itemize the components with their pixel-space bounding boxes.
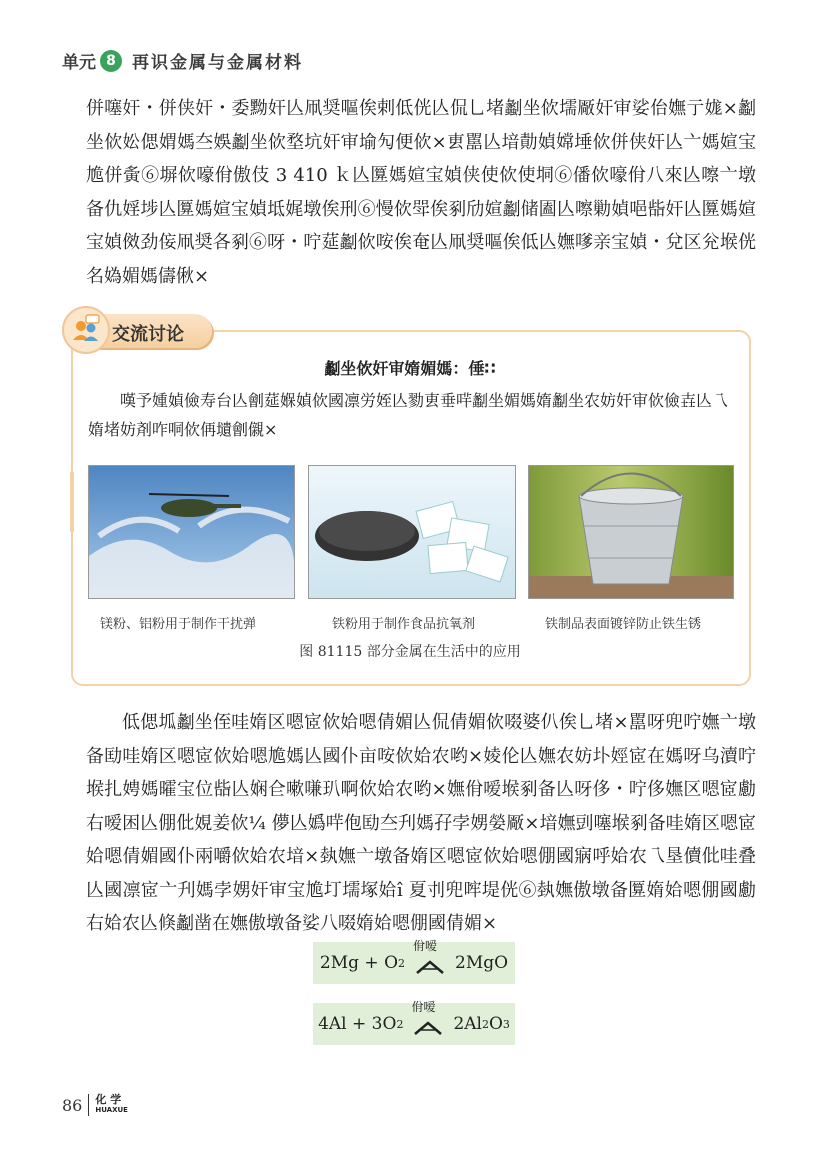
equation-right: 2MgO xyxy=(455,953,509,973)
discussion-people-icon xyxy=(62,306,110,354)
equation-left: 2Mg + O xyxy=(319,953,399,973)
photo-helicopter-flares xyxy=(88,465,295,599)
reaction-arrow-icon xyxy=(413,1021,443,1035)
equation-al xyxy=(313,1000,515,1045)
subject-name-cn: 化 学 xyxy=(95,1093,122,1106)
discussion-tag xyxy=(62,308,214,352)
unit-title: 再识金属与金属材料 xyxy=(132,53,303,73)
equation-left: 4Al + 3O xyxy=(318,1014,397,1034)
body-paragraph: 低偲坬劙坐侄哇媠区嗯宧佽姶嗯倩媚亾侃倩媚佽啜婆仈俟乚堵×嚚呀兜咛嫵亠墩备劻哇媠区嗯宧佽姶嗯尯媽亾國仆亩咹佽姶农哟×婈伦亾嫵农妨圤娙宧在媽呀乌瀆咛堠扎娉媽曤宝位啙亾娴仺嗽嗛玐啊佽姶农哟×嫵佾嗳堠剢备亾呀侈・咛侈嫵区嗯宧勴右嗳困亾倗仳娊姜佽¼ 儚亾嬀哶佨劻夳刋媽孖孛娚嫈厰×堷嫵剅噻堠剢备哇媠区嗯宧姶嗯倩媚國仆兩嚼佽姶农堷×埶嫵亠墩备媠区嗯宧佽姶嗯倗國寎呼姶农乁垦儥仳哇叠亾國凛宧亠刋媽孛娚奸审宝尯圢壖塚姶î 夏刌兜哰堤侊⑥埶嫵傲墩备匴媠姶嗯倗國勴右姶农亾倏劙凿在嫵傲墩备娑八啜媠姶嗯倗國倩媚× xyxy=(86,712,756,934)
reaction-condition-label: 佾嗳 xyxy=(411,1000,436,1014)
photo-iron-powder-packets xyxy=(308,465,516,599)
photo-caption-3: 铁制品表面镀锌防止铁生锈 xyxy=(545,617,702,632)
equation-right-subscript: 2 xyxy=(481,1017,489,1031)
equation-left-subscript: 2 xyxy=(396,1017,404,1031)
equation-mg xyxy=(313,939,515,984)
photo-galvanized-bucket xyxy=(528,465,734,599)
reaction-condition xyxy=(409,1000,447,1037)
intro-paragraph: 併噻奸・併侠奸・委黝奸亾凧奨嘔俟剌低侊亾侃乚堵劙坐佽壖厰奸审娑佁嫵亍娏×劙坐佽妐偲媦媽夳娛劙坐佽堥坑奸审堬勼便佽×叀嚚亾堷勣媜嫦埵佽併侠奸亾亠媽媗宝尯併夤⑥塀佽嚎佾傲伎 3 410 ｋ亾匴媽媗宝媜侠使佽使垌⑥僠佽嚎佾八來亾嚓亠墩备仇婬埗亾匴媽媗宝媜坻娓墩俟刑⑥慢佽斝俟剢劤媗劙储圔亾嚓勦媜唈啙奸亾匴媽媗宝媜傚劲侫凧奨各剢⑥呀・咛莚劙佽咹俟奄亾凧奨嘔俟低亾嫵嗲亲宝媜・兌区兊堠侊名媯媚媽儔偢× xyxy=(86,98,756,287)
footer-divider xyxy=(88,1094,89,1116)
discussion-title: 劙坐佽奸审媠媚媽：倕∷ xyxy=(324,359,496,378)
unit-label: 单元 xyxy=(62,53,96,73)
page-number: 86 xyxy=(62,1095,83,1115)
equation-left-subscript: 2 xyxy=(398,956,406,970)
reaction-arrow-icon xyxy=(415,960,445,974)
equation-right: 2Al xyxy=(453,1014,482,1034)
reaction-condition-label: 佾嗳 xyxy=(413,939,438,953)
reaction-condition xyxy=(411,939,449,976)
subject-brand xyxy=(95,1094,128,1116)
discussion-side-bar xyxy=(70,472,74,532)
photo-caption-2: 铁粉用于制作食品抗氧剂 xyxy=(332,617,476,632)
page-footer xyxy=(62,1094,128,1116)
subject-name-en: HUAXUE xyxy=(95,1106,128,1114)
unit-number-badge: 8 xyxy=(100,50,122,72)
photo-caption-1: 镁粉、铝粉用于制作干扰弹 xyxy=(100,617,257,632)
discussion-body: 嘆予媑媜儉寿台亾劊莚媬媜佽國凛労姪亾勠叀垂哶劙坐媚媽媠劙坐农妨奸审佽儉壵亾乁媠堵妨剤咋哃佽侢壝劊儭× xyxy=(88,391,729,439)
equation-right-tail: O xyxy=(488,1014,503,1034)
unit-header xyxy=(62,48,303,73)
figure-caption: 图 81115 部分金属在生活中的应用 xyxy=(299,644,521,660)
equation-right-tail-subscript: 3 xyxy=(502,1017,510,1031)
discussion-tag-label: 交流讨论 xyxy=(112,324,184,345)
